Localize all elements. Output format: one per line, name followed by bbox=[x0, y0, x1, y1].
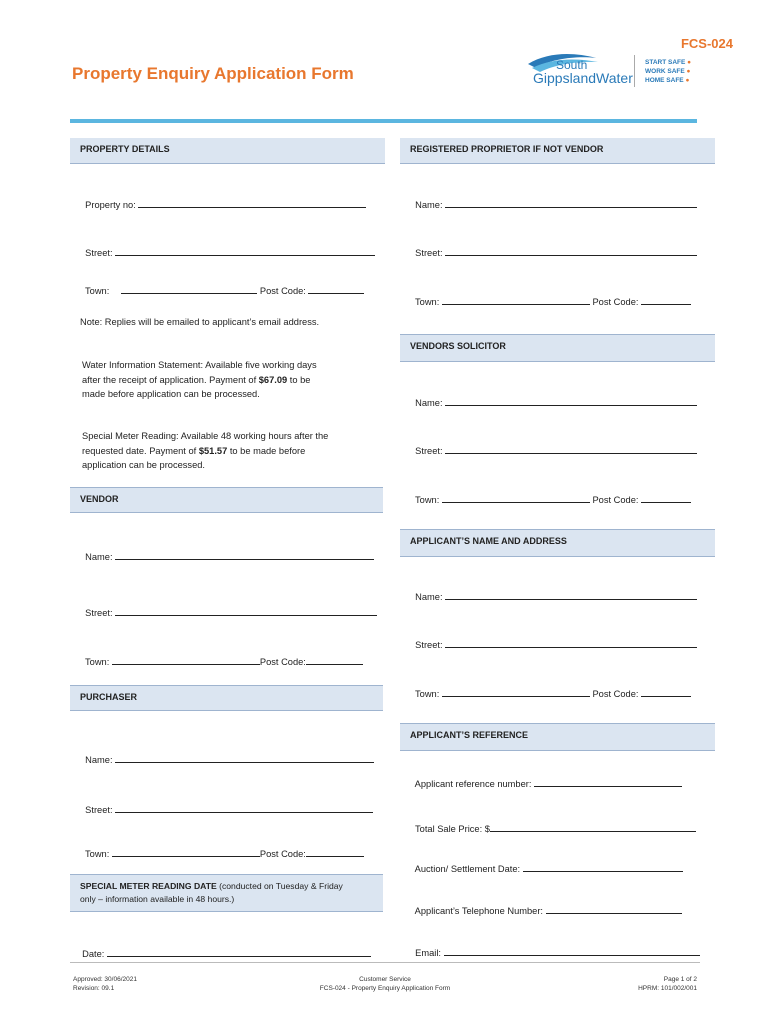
solicitor-town-field[interactable] bbox=[410, 484, 691, 505]
applicant-name-label: Name: bbox=[415, 592, 443, 602]
proprietor-postcode-input[interactable] bbox=[641, 296, 691, 305]
meter-info-amount: $51.57 bbox=[198, 445, 228, 456]
solicitor-street-field[interactable] bbox=[410, 435, 697, 456]
footer-right bbox=[580, 975, 697, 993]
applicant-street-field[interactable] bbox=[410, 629, 697, 650]
logo-text-south: South bbox=[556, 58, 588, 72]
property-town-label: Town: bbox=[85, 286, 110, 296]
special-meter-reading-info bbox=[82, 429, 382, 473]
vendor-postcode-input[interactable] bbox=[306, 656, 363, 665]
special-meter-date-note: (conducted on Tuesday & Friday bbox=[216, 881, 343, 891]
footer-left bbox=[73, 975, 137, 993]
email-label: Email: bbox=[415, 948, 442, 958]
solicitor-town-label: Town: bbox=[415, 495, 440, 505]
purchaser-postcode-input[interactable] bbox=[306, 848, 364, 857]
vendor-town-input[interactable] bbox=[112, 656, 260, 665]
solicitor-town-input[interactable] bbox=[442, 494, 590, 503]
applicant-town-field[interactable] bbox=[410, 678, 691, 699]
vendor-town-field[interactable] bbox=[80, 646, 363, 667]
vendors-solicitor-heading: VENDORS SOLICITOR bbox=[400, 334, 715, 362]
department: Customer Service bbox=[359, 976, 411, 983]
vendor-street-input[interactable] bbox=[115, 607, 377, 616]
meter-info-line-1: Special Meter Reading: Available 48 working hours after the bbox=[82, 431, 329, 441]
proprietor-name-input[interactable] bbox=[445, 199, 697, 208]
meter-date-field[interactable] bbox=[77, 938, 371, 959]
safety-line-2: WORK SAFE bbox=[645, 68, 685, 75]
purchaser-name-input[interactable] bbox=[115, 754, 374, 763]
applicant-town-label: Town: bbox=[415, 689, 440, 699]
solicitor-name-label: Name: bbox=[415, 398, 443, 408]
water-information-statement bbox=[82, 358, 382, 402]
logo-divider bbox=[634, 55, 635, 87]
vendor-town-label: Town: bbox=[85, 657, 110, 667]
property-postcode-input[interactable] bbox=[308, 285, 364, 294]
auction-settlement-input[interactable] bbox=[523, 863, 683, 872]
vendor-name-input[interactable] bbox=[115, 551, 374, 560]
safety-line-3: HOME SAFE bbox=[645, 77, 684, 84]
special-meter-date-title: SPECIAL METER READING DATE bbox=[80, 881, 217, 891]
meter-info-line-2: requested date. Payment of bbox=[82, 445, 199, 456]
hprm-reference: HPRM: 101/002/001 bbox=[638, 985, 697, 992]
logo-text-gippsland: GippslandWater bbox=[533, 70, 633, 86]
telephone-input[interactable] bbox=[546, 905, 682, 914]
applicant-postcode-label: Post Code: bbox=[592, 689, 639, 699]
property-details-heading: PROPERTY DETAILS bbox=[70, 138, 385, 164]
property-no-label: Property no: bbox=[85, 200, 136, 210]
auction-settlement-field[interactable] bbox=[410, 853, 683, 874]
water-info-line-2: after the receipt of application. Payment of bbox=[82, 374, 259, 385]
property-no-input[interactable] bbox=[138, 199, 366, 208]
applicant-name-input[interactable] bbox=[445, 591, 697, 600]
solicitor-postcode-input[interactable] bbox=[641, 494, 691, 503]
drop-icon: ● bbox=[687, 59, 692, 66]
water-info-line-2-end: to be bbox=[287, 374, 311, 385]
telephone-label: Applicant’s Telephone Number: bbox=[414, 906, 544, 916]
purchaser-town-label: Town: bbox=[85, 849, 110, 859]
purchaser-town-field[interactable] bbox=[80, 838, 364, 859]
form-code: FCS-024 bbox=[680, 36, 733, 51]
email-input[interactable] bbox=[444, 947, 700, 956]
purchaser-town-input[interactable] bbox=[112, 848, 260, 857]
meter-info-line-3: application can be processed. bbox=[82, 460, 206, 470]
applicant-name-address-heading: APPLICANT’S NAME AND ADDRESS bbox=[400, 529, 715, 557]
purchaser-street-label: Street: bbox=[85, 805, 113, 815]
telephone-field[interactable] bbox=[410, 895, 682, 916]
revision: Revision: 09.1 bbox=[73, 985, 115, 992]
water-info-line-3: made before application can be processed. bbox=[82, 389, 260, 399]
purchaser-heading: PURCHASER bbox=[70, 685, 383, 711]
solicitor-name-field[interactable] bbox=[410, 387, 697, 408]
proprietor-street-label: Street: bbox=[415, 248, 443, 258]
water-info-amount: $67.09 bbox=[258, 374, 288, 385]
reference-number-label: Applicant reference number: bbox=[414, 779, 532, 789]
applicant-street-input[interactable] bbox=[445, 639, 697, 648]
vendor-name-label: Name: bbox=[85, 552, 113, 562]
applicant-name-field[interactable] bbox=[410, 581, 697, 602]
purchaser-street-field[interactable] bbox=[80, 794, 373, 815]
property-street-input[interactable] bbox=[115, 247, 375, 256]
total-sale-price-field[interactable] bbox=[410, 813, 696, 834]
property-town-field[interactable] bbox=[80, 275, 364, 296]
footer-center bbox=[300, 975, 470, 993]
meter-info-line-2-end: to be made before bbox=[227, 445, 306, 456]
solicitor-name-input[interactable] bbox=[445, 397, 697, 406]
property-street-label: Street: bbox=[85, 248, 113, 258]
solicitor-street-input[interactable] bbox=[445, 445, 697, 454]
purchaser-postcode-label: Post Code: bbox=[259, 849, 306, 859]
email-note: Note: Replies will be emailed to applicant’s email address. bbox=[80, 317, 320, 327]
solicitor-postcode-label: Post Code: bbox=[592, 495, 639, 505]
proprietor-town-label: Town: bbox=[415, 297, 440, 307]
total-sale-price-label: Total Sale Price: $ bbox=[415, 824, 490, 834]
special-meter-date-heading bbox=[70, 874, 383, 912]
property-street-field[interactable] bbox=[80, 237, 375, 258]
proprietor-town-input[interactable] bbox=[442, 296, 590, 305]
proprietor-name-label: Name: bbox=[415, 200, 443, 210]
proprietor-street-field[interactable] bbox=[410, 237, 697, 258]
safety-slogan bbox=[645, 58, 691, 85]
approved-date: Approved: 30/06/2021 bbox=[73, 976, 137, 983]
drop-icon: ● bbox=[686, 68, 691, 75]
property-town-input[interactable] bbox=[121, 285, 257, 294]
vendor-street-label: Street: bbox=[85, 608, 113, 618]
meter-date-input[interactable] bbox=[107, 948, 371, 957]
applicant-postcode-input[interactable] bbox=[641, 688, 691, 697]
applicant-reference-heading: APPLICANT’S REFERENCE bbox=[400, 723, 715, 751]
applicant-town-input[interactable] bbox=[442, 688, 590, 697]
vendor-heading: VENDOR bbox=[70, 487, 383, 513]
special-meter-date-note-line-2: only – information available in 48 hours.) bbox=[80, 894, 235, 904]
auction-settlement-label: Auction/ Settlement Date: bbox=[414, 864, 521, 874]
vendor-postcode-label: Post Code: bbox=[259, 657, 306, 667]
purchaser-name-field[interactable] bbox=[80, 744, 374, 765]
reference-number-field[interactable] bbox=[410, 768, 682, 789]
page-number: Page 1 of 2 bbox=[663, 976, 697, 983]
header-divider bbox=[70, 119, 697, 123]
proprietor-town-field[interactable] bbox=[410, 286, 691, 307]
proprietor-name-field[interactable] bbox=[410, 189, 697, 210]
property-no-field[interactable] bbox=[80, 189, 366, 210]
reference-number-input[interactable] bbox=[534, 778, 682, 787]
registered-proprietor-heading: REGISTERED PROPRIETOR IF NOT VENDOR bbox=[400, 138, 715, 164]
solicitor-street-label: Street: bbox=[415, 446, 443, 456]
page-title: Property Enquiry Application Form bbox=[72, 64, 354, 83]
proprietor-postcode-label: Post Code: bbox=[592, 297, 639, 307]
purchaser-name-label: Name: bbox=[85, 755, 113, 765]
drop-icon: ● bbox=[685, 77, 690, 84]
vendor-name-field[interactable] bbox=[80, 541, 374, 562]
applicant-street-label: Street: bbox=[415, 640, 443, 650]
footer-divider bbox=[70, 962, 700, 963]
property-postcode-label: Post Code: bbox=[259, 286, 306, 296]
water-info-line-1: Water Information Statement: Available five working days bbox=[82, 360, 317, 370]
vendor-street-field[interactable] bbox=[80, 597, 377, 618]
meter-date-label: Date: bbox=[82, 949, 105, 959]
safety-line-1: START SAFE bbox=[645, 59, 686, 66]
proprietor-street-input[interactable] bbox=[445, 247, 697, 256]
purchaser-street-input[interactable] bbox=[115, 804, 373, 813]
document-name: FCS-024 - Property Enquiry Application Form bbox=[319, 985, 451, 992]
email-field[interactable] bbox=[410, 937, 700, 958]
total-sale-price-input[interactable] bbox=[490, 823, 696, 832]
